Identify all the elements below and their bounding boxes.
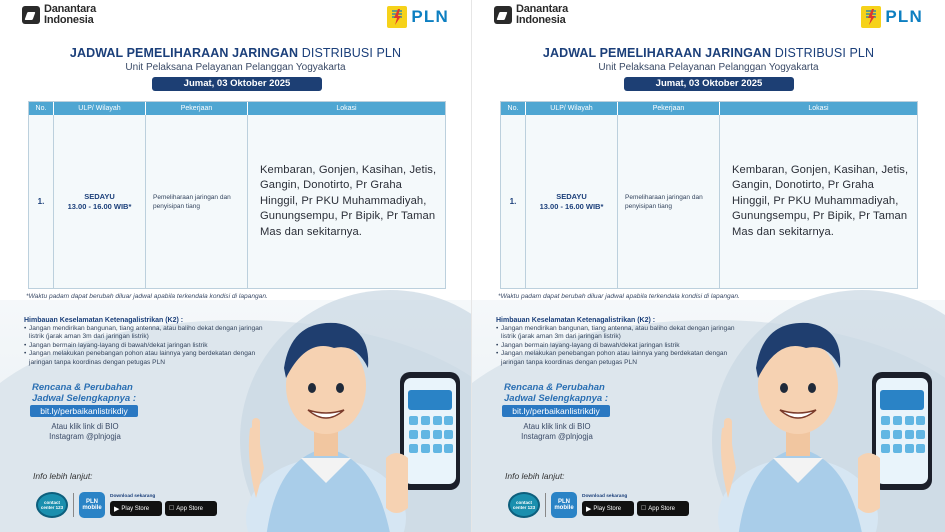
table-row: 1. SEDAYU 13.00 - 16.00 WIB* Pemeliharaan jaringan dan penyisipan tiang Kembaran, Gonjen, Kasihan, Jetis, Gangin, Donotirto, Pr Graha Hinggil, Pr PKU Muhammadiyah, Gunungsempu, Pr Bipik, Pr Taman Mas dan sekitarnya.: [501, 115, 917, 288]
play-store-icon: ▶: [114, 505, 120, 513]
list-item: • Jangan melakukan penebangan pohon atau lainnya yang berdekatan dengan jaringan tanpa koordinas dengan petugas PLN: [496, 350, 736, 367]
date-badge: Jumat, 03 Oktober 2025: [624, 77, 794, 91]
cta-heading: Rencana & Perubahan Jadwal Selengkapnya :: [504, 382, 609, 404]
contact-center-icon[interactable]: contact center 123: [36, 492, 68, 518]
apple-icon: [641, 505, 646, 512]
list-item: • Jangan bermain layang-layang di bawah/dekat jaringan listrik: [24, 342, 264, 350]
location-text: Kembaran, Gonjen, Kasihan, Jetis, Gangin, Donotirto, Pr Graha Hinggil, Pr PKU Muhammadiyah, Gunungsempu, Pr Bipik, Pr Taman Mas dan sekitarnya.: [260, 163, 437, 238]
cta-heading: Rencana & Perubahan Jadwal Selengkapnya :: [32, 382, 137, 404]
k2-list: [24, 325, 264, 367]
pln-mobile-icon[interactable]: PLN mobile: [79, 492, 105, 518]
app-store-button[interactable]: App Store: [637, 501, 689, 516]
schedule-link[interactable]: bit.ly/perbaikanlistrikdiy: [502, 405, 610, 417]
schedule-table: [500, 101, 918, 289]
contact-center-icon[interactable]: contact center 123: [508, 492, 540, 518]
table-row: 1. SEDAYU 13.00 - 16.00 WIB* Pemeliharaan jaringan dan penyisipan tiang Kembaran, Gonjen, Kasihan, Jetis, Gangin, Donotirto, Pr Graha Hinggil, Pr PKU Muhammadiyah, Gunungsempu, Pr Bipik, Pr Taman Mas dan sekitarnya.: [29, 115, 445, 288]
mascot-illustration: [236, 308, 472, 532]
danantara-logo: Danantara Indonesia: [22, 4, 96, 26]
header-bar: [472, 4, 945, 30]
footnote: *Waktu padam dapat berubah diluar jadwal apabila terkendala kondisi di lapangan.: [498, 293, 740, 300]
info-label: Info lebih lanjut:: [33, 471, 93, 481]
info-label: Info lebih lanjut:: [505, 471, 565, 481]
play-store-button[interactable]: ▶ Play Store: [110, 501, 162, 516]
footnote: *Waktu padam dapat berubah diluar jadwal apabila terkendala kondisi di lapangan.: [26, 293, 268, 300]
pln-logo: PLN: [387, 6, 449, 28]
mascot-illustration: [708, 308, 945, 532]
schedule-link[interactable]: bit.ly/perbaikanlistrikdiy: [30, 405, 138, 417]
table-header: No. ULP/ Wilayah Pekerjaan Lokasi: [501, 102, 917, 115]
app-badges: contact center 123 PLN mobile Download sekarang ▶ Play Store App Store: [36, 492, 217, 518]
danantara-mark-icon: [22, 6, 40, 24]
danantara-logo: Danantara Indonesia: [494, 4, 568, 26]
header-bar: [0, 4, 471, 30]
list-item: • Jangan mendirikan bangunan, tiang antenna, atau baliho dekat dengan jaringan listrik (jarak aman 3m dari jaringan listrik): [24, 325, 264, 342]
bio-text: Atau klik link di BIO Instagram @plnjogja: [521, 422, 593, 441]
list-item: • Jangan melakukan penebangan pohon atau lainnya yang berdekatan dengan jaringan tanpa koordinas dengan petugas PLN: [24, 350, 264, 367]
list-item: • Jangan mendirikan bangunan, tiang antenna, atau baliho dekat dengan jaringan listrik (jarak aman 3m dari jaringan listrik): [496, 325, 736, 342]
app-store-button[interactable]: App Store: [165, 501, 217, 516]
app-badges: contact center 123 PLN mobile Download sekarang ▶ Play Store App Store: [508, 492, 689, 518]
pln-logo: PLN: [861, 6, 923, 28]
date-badge: Jumat, 03 Oktober 2025: [152, 77, 322, 91]
k2-list: [496, 325, 736, 367]
k2-title: Himbauan Keselamatan Ketenagalistrikan (K2) :: [496, 317, 656, 324]
poster-left: [0, 0, 472, 532]
pln-bolt-icon: [387, 6, 407, 28]
play-store-button[interactable]: ▶ Play Store: [582, 501, 634, 516]
bio-text: Atau klik link di BIO Instagram @plnjogja: [49, 422, 121, 441]
poster-right: [472, 0, 945, 532]
k2-title: Himbauan Keselamatan Ketenagalistrikan (K2) :: [24, 317, 184, 324]
poster-title: JADWAL PEMELIHARAAN JARINGAN DISTRIBUSI PLN: [69, 46, 402, 60]
poster-subtitle: Unit Pelaksana Pelayanan Pelanggan Yogyakarta: [598, 62, 819, 73]
poster-subtitle: Unit Pelaksana Pelayanan Pelanggan Yogyakarta: [125, 62, 346, 73]
danantara-mark-icon: [494, 6, 512, 24]
list-item: • Jangan bermain layang-layang di bawah/dekat jaringan listrik: [496, 342, 736, 350]
schedule-table: [28, 101, 446, 289]
pln-mobile-icon[interactable]: PLN mobile: [551, 492, 577, 518]
location-text: Kembaran, Gonjen, Kasihan, Jetis, Gangin, Donotirto, Pr Graha Hinggil, Pr PKU Muhammadiyah, Gunungsempu, Pr Bipik, Pr Taman Mas dan sekitarnya.: [732, 163, 909, 238]
pln-bolt-icon: [861, 6, 881, 28]
table-header: No. ULP/ Wilayah Pekerjaan Lokasi: [29, 102, 445, 115]
play-store-icon: ▶: [586, 505, 592, 513]
apple-icon: [169, 505, 174, 512]
poster-title: JADWAL PEMELIHARAAN JARINGAN DISTRIBUSI PLN: [542, 46, 875, 60]
